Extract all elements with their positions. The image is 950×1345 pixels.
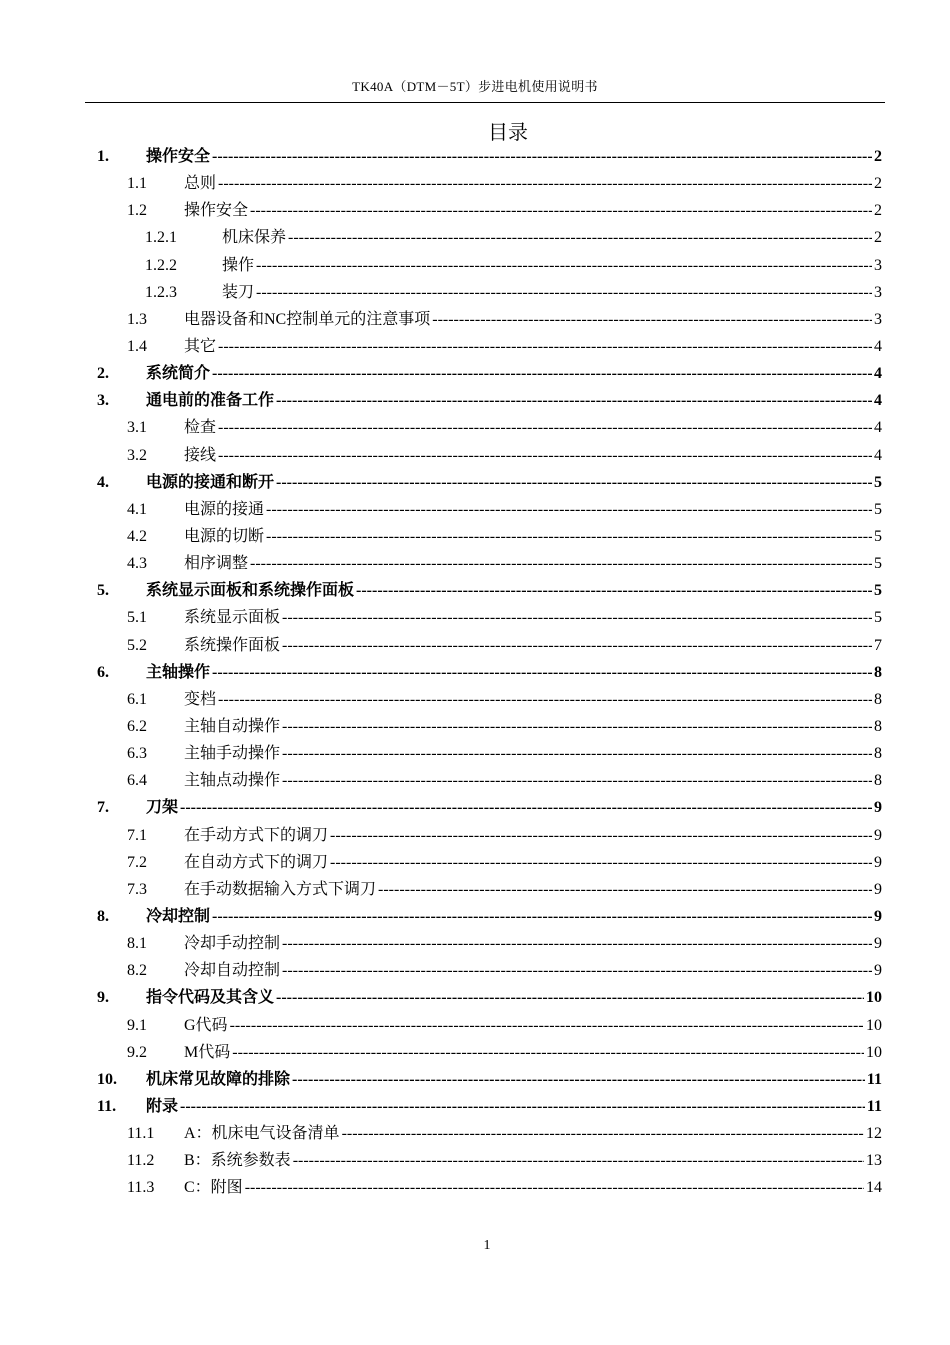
toc-entry-page: 13 — [866, 1152, 882, 1170]
toc-entry-title: 检查 — [184, 419, 217, 437]
toc-dot-leader — [266, 496, 872, 523]
toc-entry-number: 7.2 — [127, 853, 147, 871]
toc-entry[interactable] — [0, 957, 950, 984]
toc-dot-leader — [256, 279, 872, 306]
toc-entry-title: 系统操作面板 — [184, 636, 281, 654]
toc-entry-line — [184, 1120, 882, 1147]
toc-entry-number: 4.3 — [127, 555, 147, 573]
toc-entry-number: 11. — [97, 1097, 117, 1115]
toc-dot-leader — [266, 523, 872, 550]
toc-entry-line — [146, 794, 882, 821]
toc-entry-page: 4 — [874, 392, 882, 410]
toc-entry-line — [146, 1093, 882, 1120]
toc-entry-line — [146, 1066, 882, 1093]
toc-dot-leader — [276, 469, 872, 496]
toc-entry-number: 6.4 — [127, 772, 147, 790]
running-header: TK40A（DTM－5T）步进电机使用说明书 — [352, 79, 598, 94]
toc-dot-leader — [378, 876, 872, 903]
toc-entry-line — [184, 1012, 882, 1039]
toc-entry-line — [184, 686, 882, 713]
toc-entry-line — [222, 252, 882, 279]
toc-entry-page: 2 — [874, 229, 882, 247]
toc-dot-leader — [356, 577, 872, 604]
toc-entry[interactable] — [0, 279, 950, 306]
header-rule — [85, 102, 885, 103]
toc-dot-leader — [212, 903, 872, 930]
toc-entry-title: A：机床电气设备清单 — [184, 1125, 340, 1143]
toc-dot-leader — [218, 414, 872, 441]
toc-entry[interactable] — [0, 876, 950, 903]
toc-entry[interactable] — [0, 1093, 950, 1120]
toc-entry[interactable] — [0, 333, 950, 360]
toc-entry-page: 8 — [874, 690, 882, 708]
toc-entry-title: 机床常见故障的排除 — [146, 1070, 291, 1088]
toc-entry[interactable] — [0, 496, 950, 523]
toc-entry-page: 10 — [866, 989, 882, 1007]
toc-entry-title: 操作安全 — [184, 202, 249, 220]
toc-entry-line — [146, 577, 882, 604]
toc-entry-title: 电源的接通 — [184, 500, 265, 518]
toc-entry-line — [146, 469, 882, 496]
toc-entry-title: B：系统参数表 — [184, 1152, 291, 1170]
toc-entry-line — [184, 496, 882, 523]
toc-entry[interactable] — [0, 1012, 950, 1039]
toc-entry-page: 9 — [874, 826, 882, 844]
toc-entry-title: 冷却自动控制 — [184, 962, 281, 980]
toc-entry-title: G代码 — [184, 1016, 228, 1034]
toc-entry-page: 5 — [874, 527, 882, 545]
toc-entry-page: 9 — [874, 962, 882, 980]
toc-dot-leader — [212, 659, 872, 686]
toc-entry-title: 总则 — [184, 175, 217, 193]
toc-entry-title: 冷却控制 — [146, 907, 211, 925]
toc-entry-line — [184, 930, 882, 957]
toc-entry[interactable] — [0, 740, 950, 767]
toc-entry-line — [184, 197, 882, 224]
toc-entry-number: 1.2.3 — [145, 283, 177, 301]
toc-title: 目录 — [488, 122, 528, 144]
toc-entry-line — [184, 523, 882, 550]
toc-entry[interactable] — [0, 632, 950, 659]
toc-entry-line — [146, 659, 882, 686]
toc-entry-number: 9.2 — [127, 1043, 147, 1061]
toc-dot-leader — [282, 957, 872, 984]
toc-entry-line — [184, 740, 882, 767]
toc-entry-title: 冷却手动控制 — [184, 935, 281, 953]
toc-entry-page: 3 — [874, 256, 882, 274]
toc-entry-number: 8. — [97, 907, 109, 925]
toc-entry[interactable] — [0, 767, 950, 794]
toc-entry-number: 6. — [97, 663, 109, 681]
toc-entry-title: 相序调整 — [184, 555, 249, 573]
toc-entry-title: 机床保养 — [222, 229, 287, 247]
toc-entry-line — [146, 984, 882, 1011]
toc-entry-title: 系统显示面板 — [184, 609, 281, 627]
toc-entry[interactable] — [0, 1174, 950, 1201]
toc-entry[interactable] — [0, 686, 950, 713]
toc-entry-title: 在自动方式下的调刀 — [184, 853, 329, 871]
toc-entry[interactable] — [0, 252, 950, 279]
toc-dot-leader — [432, 306, 872, 333]
toc-entry[interactable] — [0, 849, 950, 876]
toc-entry-title: 操作 — [222, 256, 255, 274]
table-of-contents — [0, 143, 950, 1201]
toc-entry-page: 5 — [874, 609, 882, 627]
toc-entry[interactable] — [0, 224, 950, 251]
toc-entry-number: 11.2 — [127, 1152, 155, 1170]
toc-entry[interactable] — [0, 523, 950, 550]
toc-entry-page: 9 — [874, 799, 882, 817]
toc-dot-leader — [180, 1093, 865, 1120]
toc-entry-number: 1. — [97, 148, 109, 165]
toc-entry-line — [222, 224, 882, 251]
toc-entry-page: 4 — [874, 419, 882, 437]
toc-entry-number: 1.2.1 — [145, 229, 177, 247]
toc-entry-title: 接线 — [184, 446, 217, 464]
toc-dot-leader — [330, 849, 872, 876]
toc-dot-leader — [282, 632, 872, 659]
toc-entry-page: 10 — [866, 1016, 882, 1034]
toc-entry-page: 4 — [874, 446, 882, 464]
toc-entry-title: 其它 — [184, 337, 217, 355]
toc-entry-line — [184, 876, 882, 903]
toc-dot-leader — [292, 1066, 865, 1093]
toc-entry-title: 系统简介 — [146, 365, 211, 383]
toc-dot-leader — [276, 984, 864, 1011]
toc-entry-page: 11 — [866, 1070, 882, 1088]
toc-entry-title: 附录 — [146, 1097, 179, 1115]
toc-entry[interactable] — [0, 713, 950, 740]
toc-entry-title: 在手动方式下的调刀 — [184, 826, 329, 844]
toc-entry-line — [184, 849, 882, 876]
toc-dot-leader — [330, 822, 872, 849]
toc-entry-number: 7.3 — [127, 880, 147, 898]
toc-entry-line — [184, 550, 882, 577]
toc-entry-number: 9.1 — [127, 1016, 147, 1034]
toc-entry-line — [184, 1147, 882, 1174]
toc-entry-title: 电器设备和NC控制单元的注意事项 — [184, 310, 431, 328]
toc-entry-page: 5 — [874, 473, 882, 491]
toc-dot-leader — [218, 686, 872, 713]
toc-entry-line — [184, 1039, 882, 1066]
toc-entry-line — [184, 713, 882, 740]
toc-entry[interactable] — [0, 387, 950, 414]
toc-entry-number: 4.2 — [127, 527, 147, 545]
toc-entry-line — [184, 604, 882, 631]
toc-dot-leader — [250, 550, 872, 577]
toc-entry[interactable] — [0, 170, 950, 197]
toc-entry-number: 1.1 — [127, 175, 147, 193]
toc-entry-line — [184, 442, 882, 469]
toc-entry[interactable] — [0, 794, 950, 821]
toc-entry-page: 10 — [866, 1043, 882, 1061]
toc-entry-title: 变档 — [184, 690, 217, 708]
toc-dot-leader — [230, 1012, 864, 1039]
toc-entry-line — [146, 903, 882, 930]
toc-entry[interactable] — [0, 414, 950, 441]
toc-entry-page: 2 — [874, 202, 882, 220]
toc-entry[interactable] — [0, 442, 950, 469]
toc-entry-number: 1.2 — [127, 202, 147, 220]
toc-entry[interactable] — [0, 930, 950, 957]
toc-entry[interactable] — [0, 903, 950, 930]
toc-entry[interactable] — [0, 143, 950, 170]
toc-entry-line — [146, 387, 882, 414]
toc-entry-page: 9 — [874, 907, 882, 925]
toc-entry-title: 操作安全 — [146, 148, 211, 165]
toc-entry-page: 9 — [874, 880, 882, 898]
toc-entry-title: 电源的切断 — [184, 527, 265, 545]
toc-dot-leader — [180, 794, 872, 821]
toc-entry[interactable] — [0, 197, 950, 224]
toc-entry[interactable] — [0, 577, 950, 604]
toc-entry-number: 8.1 — [127, 935, 147, 953]
toc-entry[interactable] — [0, 360, 950, 387]
toc-entry-line — [222, 279, 882, 306]
toc-entry-number: 5. — [97, 582, 109, 600]
toc-entry-title: 主轴自动操作 — [184, 717, 281, 735]
toc-entry-number: 10. — [97, 1070, 117, 1088]
toc-dot-leader — [256, 252, 872, 279]
toc-entry-number: 4.1 — [127, 500, 147, 518]
toc-entry-number: 9. — [97, 989, 109, 1007]
toc-entry-line — [146, 360, 882, 387]
toc-entry-title: 主轴手动操作 — [184, 745, 281, 763]
toc-entry-line — [184, 1174, 882, 1201]
toc-entry-page: 8 — [874, 772, 882, 790]
toc-dot-leader — [218, 170, 872, 197]
toc-entry-page: 8 — [874, 717, 882, 735]
toc-entry-number: 7.1 — [127, 826, 147, 844]
toc-entry[interactable] — [0, 1147, 950, 1174]
toc-entry-page: 5 — [874, 500, 882, 518]
toc-dot-leader — [250, 197, 872, 224]
toc-entry[interactable] — [0, 659, 950, 686]
toc-entry-number: 2. — [97, 365, 109, 383]
toc-entry-line — [184, 170, 882, 197]
toc-entry-title: 电源的接通和断开 — [146, 473, 275, 491]
toc-dot-leader — [282, 767, 872, 794]
toc-entry-line — [184, 957, 882, 984]
toc-entry-title: C：附图 — [184, 1179, 243, 1197]
toc-dot-leader — [218, 333, 872, 360]
toc-dot-leader — [282, 713, 872, 740]
toc-dot-leader — [282, 604, 872, 631]
toc-dot-leader — [282, 930, 872, 957]
toc-entry-page: 5 — [874, 582, 882, 600]
toc-entry-number: 1.3 — [127, 310, 147, 328]
toc-entry-line — [146, 143, 882, 170]
toc-entry-page: 4 — [874, 337, 882, 355]
toc-entry[interactable] — [0, 1120, 950, 1147]
toc-entry-number: 6.3 — [127, 745, 147, 763]
toc-entry-page: 9 — [874, 853, 882, 871]
toc-entry-number: 6.1 — [127, 690, 147, 708]
toc-dot-leader — [232, 1039, 864, 1066]
toc-entry-page: 12 — [866, 1125, 882, 1143]
toc-entry-number: 8.2 — [127, 962, 147, 980]
toc-entry[interactable] — [0, 822, 950, 849]
toc-entry-number: 7. — [97, 799, 109, 817]
toc-dot-leader — [212, 360, 872, 387]
toc-entry-line — [184, 306, 882, 333]
toc-entry-page: 7 — [874, 636, 882, 654]
toc-entry-title: M代码 — [184, 1043, 231, 1061]
toc-entry[interactable] — [0, 1039, 950, 1066]
toc-entry-title: 指令代码及其含义 — [146, 989, 275, 1007]
toc-entry-page: 2 — [874, 148, 882, 165]
toc-entry-page: 3 — [874, 310, 882, 328]
toc-entry-title: 主轴点动操作 — [184, 772, 281, 790]
toc-entry-number: 3. — [97, 392, 109, 410]
toc-entry-line — [184, 767, 882, 794]
toc-entry[interactable] — [0, 469, 950, 496]
toc-entry-number: 11.3 — [127, 1179, 155, 1197]
toc-dot-leader — [342, 1120, 864, 1147]
toc-entry-line — [184, 822, 882, 849]
toc-entry-page: 2 — [874, 175, 882, 193]
toc-entry-title: 通电前的准备工作 — [146, 392, 275, 410]
toc-entry[interactable] — [0, 984, 950, 1011]
toc-entry-number: 5.1 — [127, 609, 147, 627]
toc-dot-leader — [218, 442, 872, 469]
toc-dot-leader — [245, 1174, 864, 1201]
toc-entry-line — [184, 333, 882, 360]
toc-entry-number: 5.2 — [127, 636, 147, 654]
toc-entry-number: 11.1 — [127, 1125, 155, 1143]
toc-entry-line — [184, 414, 882, 441]
toc-dot-leader — [212, 143, 872, 170]
toc-entry-title: 主轴操作 — [146, 663, 211, 681]
toc-entry-page: 14 — [866, 1179, 882, 1197]
toc-entry-number: 1.2.2 — [145, 256, 177, 274]
toc-entry-title: 系统显示面板和系统操作面板 — [146, 582, 355, 600]
toc-entry-page: 8 — [874, 745, 882, 763]
toc-entry-page: 4 — [874, 365, 882, 383]
toc-entry-page: 8 — [874, 663, 882, 681]
toc-entry[interactable] — [0, 604, 950, 631]
toc-entry-number: 6.2 — [127, 717, 147, 735]
toc-entry-title: 刀架 — [146, 799, 179, 817]
toc-entry[interactable] — [0, 1066, 950, 1093]
toc-entry-title: 装刀 — [222, 283, 255, 301]
toc-dot-leader — [288, 224, 872, 251]
toc-entry[interactable] — [0, 550, 950, 577]
toc-entry-title: 在手动数据输入方式下调刀 — [184, 880, 377, 898]
page-number: 1 — [483, 1238, 491, 1253]
toc-entry-line — [184, 632, 882, 659]
toc-entry[interactable] — [0, 306, 950, 333]
toc-entry-number: 1.4 — [127, 337, 147, 355]
toc-dot-leader — [293, 1147, 864, 1174]
toc-entry-page: 3 — [874, 283, 882, 301]
toc-entry-page: 5 — [874, 555, 882, 573]
toc-entry-page: 9 — [874, 935, 882, 953]
toc-entry-number: 4. — [97, 473, 109, 491]
toc-dot-leader — [276, 387, 872, 414]
toc-entry-number: 3.1 — [127, 419, 147, 437]
toc-dot-leader — [282, 740, 872, 767]
toc-entry-page: 11 — [866, 1097, 882, 1115]
toc-entry-number: 3.2 — [127, 446, 147, 464]
